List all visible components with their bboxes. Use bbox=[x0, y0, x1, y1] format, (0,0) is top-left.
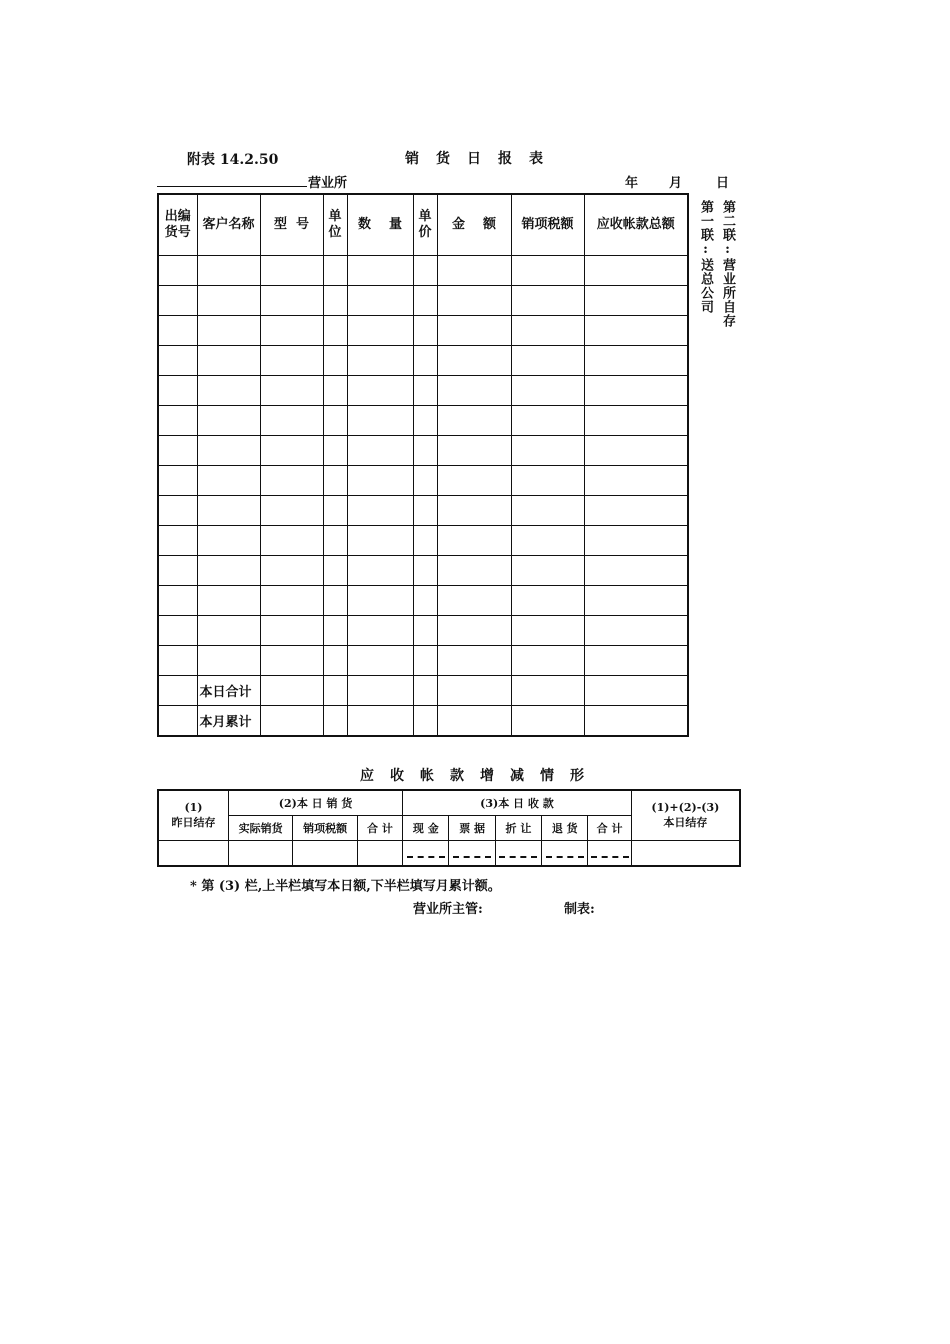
table-row bbox=[158, 646, 688, 676]
ar-change-table bbox=[157, 789, 741, 867]
table-cell[interactable] bbox=[158, 346, 197, 376]
table-cell[interactable] bbox=[158, 286, 197, 316]
table-cell[interactable] bbox=[197, 586, 260, 616]
half-split-dash bbox=[407, 850, 445, 858]
column-header: 出编 货号 bbox=[158, 194, 197, 256]
table-cell[interactable] bbox=[437, 586, 511, 616]
table-cell[interactable] bbox=[584, 676, 688, 706]
table-cell[interactable] bbox=[511, 646, 584, 676]
table-cell[interactable] bbox=[323, 406, 347, 436]
collection-subcolumn: 现 金 bbox=[403, 816, 449, 841]
table-cell[interactable] bbox=[437, 496, 511, 526]
table-cell[interactable] bbox=[437, 256, 511, 286]
table-cell[interactable] bbox=[158, 406, 197, 436]
table-cell[interactable] bbox=[260, 526, 323, 556]
table-cell[interactable] bbox=[197, 256, 260, 286]
table-cell[interactable] bbox=[260, 376, 323, 406]
table-cell[interactable] bbox=[347, 556, 413, 586]
table-row bbox=[158, 346, 688, 376]
table-cell[interactable] bbox=[347, 616, 413, 646]
date-day-label: 日 bbox=[716, 176, 730, 191]
half-split-dash bbox=[591, 850, 629, 858]
table-cell[interactable] bbox=[437, 646, 511, 676]
ar-value-row bbox=[158, 841, 740, 867]
table-cell[interactable] bbox=[158, 676, 197, 706]
table-cell[interactable] bbox=[413, 466, 437, 496]
column-header: 数 量 bbox=[347, 194, 413, 256]
table-cell[interactable] bbox=[584, 256, 688, 286]
table-cell[interactable] bbox=[413, 706, 437, 737]
table-cell[interactable] bbox=[197, 526, 260, 556]
table-cell[interactable] bbox=[347, 256, 413, 286]
table-cell[interactable] bbox=[323, 646, 347, 676]
supervisor-signature-label: 营业所主管: bbox=[413, 902, 483, 917]
report-title: 销货日报表 bbox=[405, 151, 560, 167]
copy-note-first: 第一联:送总公司 bbox=[698, 200, 713, 314]
table-cell[interactable] bbox=[323, 526, 347, 556]
col-yesterday-label: 昨日结存 bbox=[171, 816, 216, 829]
table-row bbox=[158, 286, 688, 316]
table-cell[interactable] bbox=[323, 556, 347, 586]
table-cell[interactable] bbox=[511, 346, 584, 376]
table-cell[interactable] bbox=[347, 676, 413, 706]
table-cell[interactable] bbox=[323, 376, 347, 406]
office-name-blank bbox=[157, 186, 307, 187]
table-cell[interactable] bbox=[584, 586, 688, 616]
table-cell[interactable] bbox=[158, 616, 197, 646]
ar-value-cell[interactable] bbox=[158, 841, 228, 867]
table-row bbox=[158, 466, 688, 496]
table-cell[interactable] bbox=[323, 676, 347, 706]
table-cell[interactable] bbox=[197, 406, 260, 436]
table-cell[interactable] bbox=[584, 526, 688, 556]
table-cell[interactable] bbox=[511, 466, 584, 496]
sales-daily-table bbox=[157, 193, 689, 737]
table-row bbox=[158, 496, 688, 526]
table-cell[interactable] bbox=[323, 496, 347, 526]
col-today-label: 本日结存 bbox=[663, 816, 708, 829]
table-cell[interactable] bbox=[511, 376, 584, 406]
table-cell[interactable] bbox=[323, 466, 347, 496]
table-cell[interactable] bbox=[511, 436, 584, 466]
table-cell[interactable] bbox=[197, 646, 260, 676]
table-cell[interactable] bbox=[323, 286, 347, 316]
table-cell[interactable] bbox=[511, 556, 584, 586]
table-cell[interactable] bbox=[347, 526, 413, 556]
table-cell[interactable] bbox=[437, 616, 511, 646]
ar-value-cell[interactable] bbox=[631, 841, 740, 867]
summary-row bbox=[158, 706, 688, 737]
summary-row bbox=[158, 676, 688, 706]
column-header: 单 价 bbox=[413, 194, 437, 256]
summary-label: 本日合计 bbox=[197, 676, 260, 706]
office-label: 营业所 bbox=[308, 176, 348, 191]
table-cell[interactable] bbox=[413, 496, 437, 526]
table-cell[interactable] bbox=[437, 706, 511, 737]
table-cell[interactable] bbox=[511, 406, 584, 436]
table-cell[interactable] bbox=[413, 526, 437, 556]
table-cell[interactable] bbox=[260, 676, 323, 706]
table-cell[interactable] bbox=[158, 556, 197, 586]
table-cell[interactable] bbox=[197, 346, 260, 376]
collection-subcolumn: 合 计 bbox=[588, 816, 631, 841]
collection-subcolumn: 票 据 bbox=[449, 816, 495, 841]
table-cell[interactable] bbox=[413, 556, 437, 586]
ar-value-cell[interactable] bbox=[542, 841, 588, 867]
table-cell[interactable] bbox=[323, 706, 347, 737]
group-today-sales: (2)本 日 销 货 bbox=[228, 790, 402, 816]
table-cell[interactable] bbox=[511, 586, 584, 616]
col-today-balance bbox=[631, 790, 740, 841]
table-cell[interactable] bbox=[260, 586, 323, 616]
column-header: 客户名称 bbox=[197, 194, 260, 256]
table-cell[interactable] bbox=[511, 286, 584, 316]
table-cell[interactable] bbox=[197, 466, 260, 496]
ar-value-cell[interactable] bbox=[449, 841, 495, 867]
table-cell[interactable] bbox=[584, 316, 688, 346]
table-cell[interactable] bbox=[437, 556, 511, 586]
table-cell[interactable] bbox=[511, 496, 584, 526]
table-cell[interactable] bbox=[260, 406, 323, 436]
table-cell[interactable] bbox=[260, 316, 323, 346]
table-row bbox=[158, 586, 688, 616]
table-cell[interactable] bbox=[413, 616, 437, 646]
table-row bbox=[158, 316, 688, 346]
table-cell[interactable] bbox=[323, 256, 347, 286]
table-cell[interactable] bbox=[197, 556, 260, 586]
table-cell[interactable] bbox=[437, 436, 511, 466]
table-cell[interactable] bbox=[323, 436, 347, 466]
table-cell[interactable] bbox=[437, 676, 511, 706]
table-cell[interactable] bbox=[158, 526, 197, 556]
table-cell[interactable] bbox=[260, 286, 323, 316]
table-row bbox=[158, 406, 688, 436]
table-cell[interactable] bbox=[347, 496, 413, 526]
sales-subcolumn: 销项税额 bbox=[293, 816, 357, 841]
table-cell[interactable] bbox=[323, 316, 347, 346]
collection-subcolumn: 退 货 bbox=[542, 816, 588, 841]
table-cell[interactable] bbox=[197, 286, 260, 316]
ar-value-cell[interactable] bbox=[403, 841, 449, 867]
table-cell[interactable] bbox=[260, 616, 323, 646]
table-cell[interactable] bbox=[260, 556, 323, 586]
column-header: 应收帐款总额 bbox=[584, 194, 688, 256]
table-cell[interactable] bbox=[347, 706, 413, 737]
table-cell[interactable] bbox=[260, 256, 323, 286]
collection-subcolumn: 折 让 bbox=[495, 816, 541, 841]
ar-value-cell[interactable] bbox=[228, 841, 292, 867]
attachment-number: 附表 14.2.50 bbox=[187, 152, 279, 168]
table-row bbox=[158, 526, 688, 556]
table-cell[interactable] bbox=[584, 406, 688, 436]
table-cell[interactable] bbox=[158, 316, 197, 346]
table-cell[interactable] bbox=[347, 466, 413, 496]
ar-section-title: 应收帐款增减情形 bbox=[360, 768, 600, 784]
preparer-signature-label: 制表: bbox=[564, 902, 595, 917]
col-yesterday-number: (1) bbox=[184, 801, 203, 814]
table-cell[interactable] bbox=[584, 706, 688, 737]
table-cell[interactable] bbox=[584, 466, 688, 496]
table-cell[interactable] bbox=[584, 496, 688, 526]
copy-note-second: 第二联:营业所自存 bbox=[720, 200, 735, 328]
table-cell[interactable] bbox=[260, 496, 323, 526]
table-cell[interactable] bbox=[260, 706, 323, 737]
table-cell[interactable] bbox=[323, 346, 347, 376]
table-row bbox=[158, 436, 688, 466]
table-row bbox=[158, 556, 688, 586]
table-cell[interactable] bbox=[584, 376, 688, 406]
table-cell[interactable] bbox=[158, 646, 197, 676]
table-cell[interactable] bbox=[437, 316, 511, 346]
table-cell[interactable] bbox=[584, 436, 688, 466]
footnote: * 第 (3) 栏,上半栏填写本日额,下半栏填写月累计额。 bbox=[190, 879, 501, 894]
table-cell[interactable] bbox=[413, 316, 437, 346]
sales-subcolumn: 合 计 bbox=[357, 816, 402, 841]
table-cell[interactable] bbox=[323, 616, 347, 646]
table-cell[interactable] bbox=[413, 586, 437, 616]
table-cell[interactable] bbox=[197, 436, 260, 466]
half-split-dash bbox=[453, 850, 491, 858]
table-cell[interactable] bbox=[413, 376, 437, 406]
column-header: 金 额 bbox=[437, 194, 511, 256]
table-cell[interactable] bbox=[437, 526, 511, 556]
col-today-formula: (1)+(2)-(3) bbox=[651, 801, 720, 814]
table-cell[interactable] bbox=[347, 286, 413, 316]
half-split-dash bbox=[546, 850, 584, 858]
table-row bbox=[158, 256, 688, 286]
group-today-collections: (3)本 日 收 款 bbox=[403, 790, 632, 816]
half-split-dash bbox=[499, 850, 537, 858]
table-cell[interactable] bbox=[511, 616, 584, 646]
table-cell[interactable] bbox=[437, 406, 511, 436]
table-cell[interactable] bbox=[437, 286, 511, 316]
table-cell[interactable] bbox=[413, 676, 437, 706]
table-cell[interactable] bbox=[347, 316, 413, 346]
table-cell[interactable] bbox=[197, 316, 260, 346]
table-cell[interactable] bbox=[511, 256, 584, 286]
table-cell[interactable] bbox=[347, 436, 413, 466]
ar-value-cell[interactable] bbox=[293, 841, 357, 867]
table-cell[interactable] bbox=[158, 706, 197, 737]
table-cell[interactable] bbox=[584, 616, 688, 646]
table-cell[interactable] bbox=[511, 316, 584, 346]
table-cell[interactable] bbox=[260, 346, 323, 376]
table-cell[interactable] bbox=[158, 466, 197, 496]
table-cell[interactable] bbox=[158, 436, 197, 466]
table-cell[interactable] bbox=[437, 376, 511, 406]
table-cell[interactable] bbox=[260, 466, 323, 496]
table-cell[interactable] bbox=[158, 496, 197, 526]
table-cell[interactable] bbox=[197, 616, 260, 646]
table-cell[interactable] bbox=[584, 646, 688, 676]
table-cell[interactable] bbox=[511, 706, 584, 737]
table-cell[interactable] bbox=[347, 586, 413, 616]
table-cell[interactable] bbox=[584, 346, 688, 376]
table-cell[interactable] bbox=[158, 256, 197, 286]
table-cell[interactable] bbox=[413, 406, 437, 436]
table-row bbox=[158, 616, 688, 646]
column-header: 销项税额 bbox=[511, 194, 584, 256]
table-cell[interactable] bbox=[584, 286, 688, 316]
date-year-label: 年 bbox=[625, 176, 639, 191]
table-cell[interactable] bbox=[437, 466, 511, 496]
sales-subcolumn: 实际销货 bbox=[228, 816, 292, 841]
ar-value-cell[interactable] bbox=[495, 841, 541, 867]
table-cell[interactable] bbox=[437, 346, 511, 376]
table-cell[interactable] bbox=[197, 376, 260, 406]
summary-label: 本月累计 bbox=[197, 706, 260, 737]
ar-value-cell[interactable] bbox=[357, 841, 402, 867]
table-cell[interactable] bbox=[323, 586, 347, 616]
ar-value-cell[interactable] bbox=[588, 841, 631, 867]
table-cell[interactable] bbox=[413, 286, 437, 316]
table-cell[interactable] bbox=[413, 346, 437, 376]
table-cell[interactable] bbox=[197, 496, 260, 526]
table-cell[interactable] bbox=[158, 376, 197, 406]
table-cell[interactable] bbox=[347, 646, 413, 676]
table-cell[interactable] bbox=[511, 676, 584, 706]
column-header: 单 位 bbox=[323, 194, 347, 256]
table-cell[interactable] bbox=[260, 646, 323, 676]
table-cell[interactable] bbox=[511, 526, 584, 556]
table-cell[interactable] bbox=[347, 406, 413, 436]
table-cell[interactable] bbox=[413, 256, 437, 286]
table-cell[interactable] bbox=[584, 556, 688, 586]
table-cell[interactable] bbox=[413, 646, 437, 676]
column-header: 型 号 bbox=[260, 194, 323, 256]
table-cell[interactable] bbox=[347, 376, 413, 406]
date-month-label: 月 bbox=[669, 176, 683, 191]
col-yesterday-balance bbox=[158, 790, 228, 841]
table-cell[interactable] bbox=[158, 586, 197, 616]
table-cell[interactable] bbox=[260, 436, 323, 466]
table-row bbox=[158, 376, 688, 406]
table-cell[interactable] bbox=[413, 436, 437, 466]
table-cell[interactable] bbox=[347, 346, 413, 376]
table-header-row bbox=[158, 194, 688, 256]
